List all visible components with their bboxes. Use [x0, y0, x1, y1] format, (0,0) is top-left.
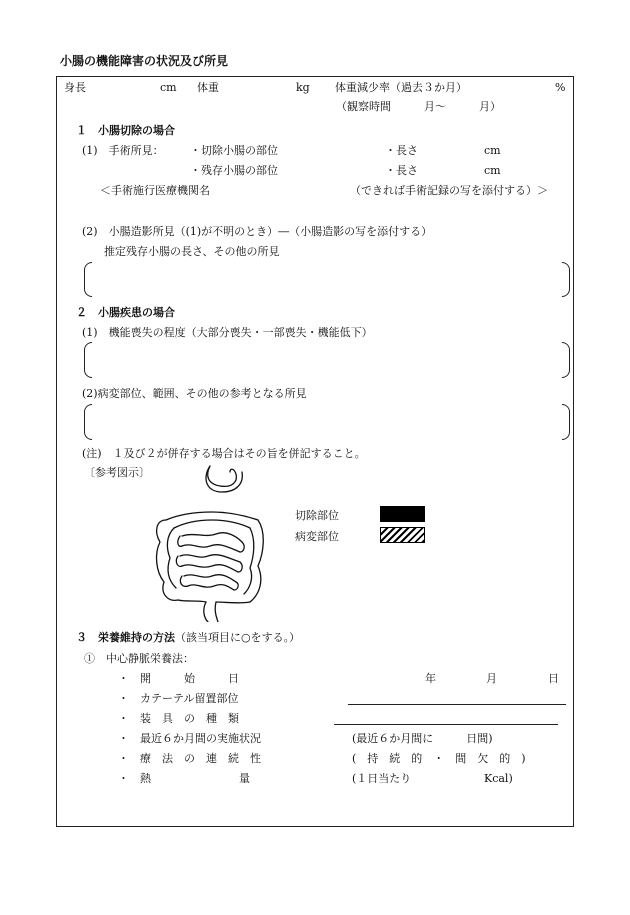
date-year: 年 — [425, 672, 436, 685]
cut-site-label: ・切除小腸の部位 — [190, 144, 278, 157]
s1-item2-sub: 推定残存小腸の長さ、その他の所見 — [104, 245, 280, 258]
bracket-left — [84, 342, 92, 378]
cut-length-unit: cm — [484, 144, 501, 157]
weight-label: 体重 — [197, 81, 219, 94]
note-text: (注) １及び２が併存する場合はその旨を併記すること。 — [82, 447, 366, 460]
section3-heading-wrap — [76, 632, 300, 643]
recent-value: (最近６か月間に 日間) — [352, 732, 493, 745]
bracket-left — [84, 262, 92, 297]
date-day: 日 — [548, 672, 559, 685]
section2-heading: ２ 小腸疾患の場合 — [76, 306, 175, 319]
intestine-illustration — [150, 462, 268, 622]
section3-heading: ３ 栄養維持の方法 — [76, 631, 175, 644]
weight-loss-label: 体重減少率（過去３か月） — [335, 81, 467, 94]
reference-label: 〔参考図示〕 — [84, 466, 150, 479]
remain-length-label: ・長さ — [385, 164, 418, 177]
bullet: ・ — [118, 752, 129, 765]
bracket-left — [84, 404, 92, 440]
bullet: ・ — [118, 672, 129, 685]
s1-item2-label: (2) 小腸造影所見（(1)が不明のとき）―（小腸造影の写を添付する） — [82, 225, 433, 238]
s2-item1-label: (1) 機能喪失の程度（大部分喪失・一部喪失・機能低下） — [82, 326, 373, 339]
height-label: 身長 — [64, 81, 86, 94]
legend-cut-label: 切除部位 — [295, 509, 339, 522]
bullet: ・ — [118, 712, 129, 725]
weight-unit: kg — [296, 81, 310, 94]
bullet: ・ — [118, 772, 129, 785]
label-device: 装 具 の 種 類 — [140, 712, 239, 725]
cut-length-label: ・長さ — [385, 144, 418, 157]
colon-shape — [157, 520, 178, 600]
legend-lesion-label: 病変部位 — [295, 530, 339, 543]
remain-site-label: ・残存小腸の部位 — [190, 164, 278, 177]
calorie-unit: Kcal) — [484, 772, 513, 785]
bracket-right — [562, 262, 570, 297]
calorie-prefix: (１日当たり — [352, 772, 412, 785]
observation-period: （観察時間 月～ 月） — [336, 100, 501, 113]
label-calorie: 熱 量 — [140, 772, 250, 785]
institution-label: ＜手術施行医療機関名 — [100, 184, 210, 197]
continuity-value: ( 持 続 的 ・ 間 欠 的 ) — [352, 752, 526, 765]
label-continuity: 療 法 の 連 続 性 — [140, 752, 261, 765]
section1-heading: １ 小腸切除の場合 — [76, 124, 175, 137]
catheter-line — [348, 704, 566, 705]
height-unit: cm — [160, 81, 177, 94]
bracket-right — [562, 342, 570, 378]
form-title: 小腸の機能障害の状況及び所見 — [60, 54, 229, 68]
legend-cut-swatch — [380, 506, 425, 522]
bullet: ・ — [118, 692, 129, 705]
remain-length-unit: cm — [484, 164, 501, 177]
attach-note: （できれば手術記録の写を添付する）＞ — [350, 184, 548, 197]
label-recent: 最近６か月間の実施状況 — [140, 732, 261, 745]
bullet: ・ — [118, 732, 129, 745]
date-month: 月 — [486, 672, 497, 685]
bracket-right — [562, 404, 570, 440]
s1-item1-label: (1) 手術所見： — [82, 144, 164, 157]
label-start-date: 開 始 日 — [140, 672, 239, 685]
s2-item2-label: (2)病変部位、範囲、その他の参考となる所見 — [82, 387, 307, 400]
stomach-shape — [208, 466, 237, 486]
device-line — [334, 724, 558, 725]
label-catheter: カテーテル留置部位 — [140, 692, 239, 705]
section3-heading-note: （該当項目に○をする。） — [175, 631, 301, 644]
s3-sub-label: ① 中心静脈栄養法： — [84, 652, 194, 665]
weight-loss-unit: % — [555, 81, 566, 94]
legend-lesion-swatch — [380, 527, 425, 543]
